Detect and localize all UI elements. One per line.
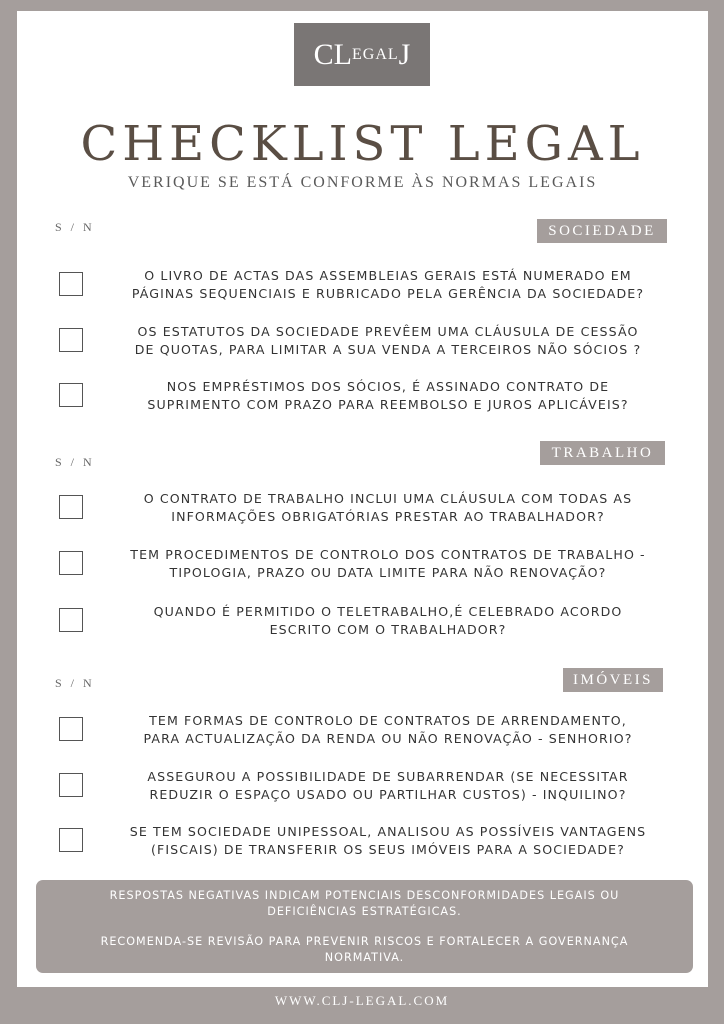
checklist-item [59, 323, 679, 363]
question-text: QUANDO É PERMITIDO O TELETRABALHO,É CELEBRADO ACORDO ESCRITO COM O TRABALHADOR? [153, 604, 623, 637]
checklist-item [59, 546, 679, 586]
answer-checkbox[interactable] [59, 608, 83, 632]
checklist-item [59, 768, 679, 808]
checklist-item [59, 603, 679, 643]
answer-checkbox[interactable] [59, 717, 83, 741]
answer-checkbox[interactable] [59, 272, 83, 296]
answer-checkbox[interactable] [59, 383, 83, 407]
page-title: CHECKLIST LEGAL [80, 116, 645, 172]
recommendation-note-2: RECOMENDA-SE REVISÃO PARA PREVENIR RISCOS E FORTALECER A GOVERNANÇA NORMATIVA. [100, 935, 629, 964]
section-tag-trabalho: TRABALHO [540, 441, 665, 465]
question-text: OS ESTATUTOS DA SOCIEDADE PREVÊEM UMA CLÁUSULA DE CESSÃO DE QUOTAS, PARA LIMITAR A SUA VENDA A TERCEIROS NÃO SÓCIOS ? [134, 324, 642, 357]
answer-checkbox[interactable] [59, 328, 83, 352]
answer-checkbox[interactable] [59, 773, 83, 797]
checklist-sheet [17, 11, 708, 987]
question-text: TEM FORMAS DE CONTROLO DE CONTRATOS DE ARRENDAMENTO, PARA ACTUALIZAÇÃO DA RENDA OU NÃO RENOVAÇÃO - SENHORIO? [143, 713, 633, 746]
question-text: SE TEM SOCIEDADE UNIPESSOAL, ANALISOU AS POSSÍVEIS VANTAGENS (FISCAIS) DE TRANSFERIR OS SEUS IMÓVEIS PARA A SOCIEDADE? [129, 824, 647, 857]
checklist-item [59, 267, 679, 307]
logo-part1: CL [313, 37, 352, 71]
yes-no-label: S / N [55, 676, 95, 690]
checklist-item [59, 823, 679, 863]
page-subtitle: VERIQUE SE ESTÁ CONFORME ÀS NORMAS LEGAIS [127, 174, 598, 191]
recommendation-box [36, 880, 693, 973]
answer-checkbox[interactable] [59, 828, 83, 852]
question-text: O LIVRO DE ACTAS DAS ASSEMBLEIAS GERAIS ESTÁ NUMERADO EM PÁGINAS SEQUENCIAIS E RUBRICADO PELA GERÊNCIA DA SOCIEDADE? [131, 268, 645, 301]
yes-no-label: S / N [55, 220, 95, 234]
section-tag-imoveis: IMÓVEIS [563, 668, 663, 692]
checklist-item [59, 378, 679, 418]
logo-part2: EGAL [352, 45, 399, 63]
answer-checkbox[interactable] [59, 495, 83, 519]
question-text: NOS EMPRÉSTIMOS DOS SÓCIOS, É ASSINADO CONTRATO DE SUPRIMENTO COM PRAZO PARA REEMBOLSO E JUROS APLICÁVEIS? [147, 379, 629, 412]
website-link[interactable]: WWW.CLJ-LEGAL.COM [274, 993, 450, 1008]
company-logo [294, 23, 430, 86]
question-text: O CONTRATO DE TRABALHO INCLUI UMA CLÁUSULA COM TODAS AS INFORMAÇÕES OBRIGATÓRIAS PRESTAR AO TRABALHADOR? [143, 491, 633, 524]
checklist-item [59, 712, 679, 752]
recommendation-note-1: RESPOSTAS NEGATIVAS INDICAM POTENCIAIS DESCONFORMIDADES LEGAIS OU DEFICIÊNCIAS ESTRATÉGICAS. [109, 889, 620, 918]
logo-part3: J [398, 37, 411, 71]
question-text: ASSEGUROU A POSSIBILIDADE DE SUBARRENDAR (SE NECESSITAR REDUZIR O ESPAÇO USADO OU PARTILHAR CUSTOS) - INQUILINO? [147, 769, 629, 802]
question-text: TEM PROCEDIMENTOS DE CONTROLO DOS CONTRATOS DE TRABALHO - TIPOLOGIA, PRAZO OU DATA LIMITE PARA NÃO RENOVAÇÃO? [130, 547, 646, 580]
yes-no-label: S / N [55, 455, 95, 469]
checklist-item [59, 490, 679, 530]
section-tag-sociedade: SOCIEDADE [537, 219, 667, 243]
answer-checkbox[interactable] [59, 551, 83, 575]
